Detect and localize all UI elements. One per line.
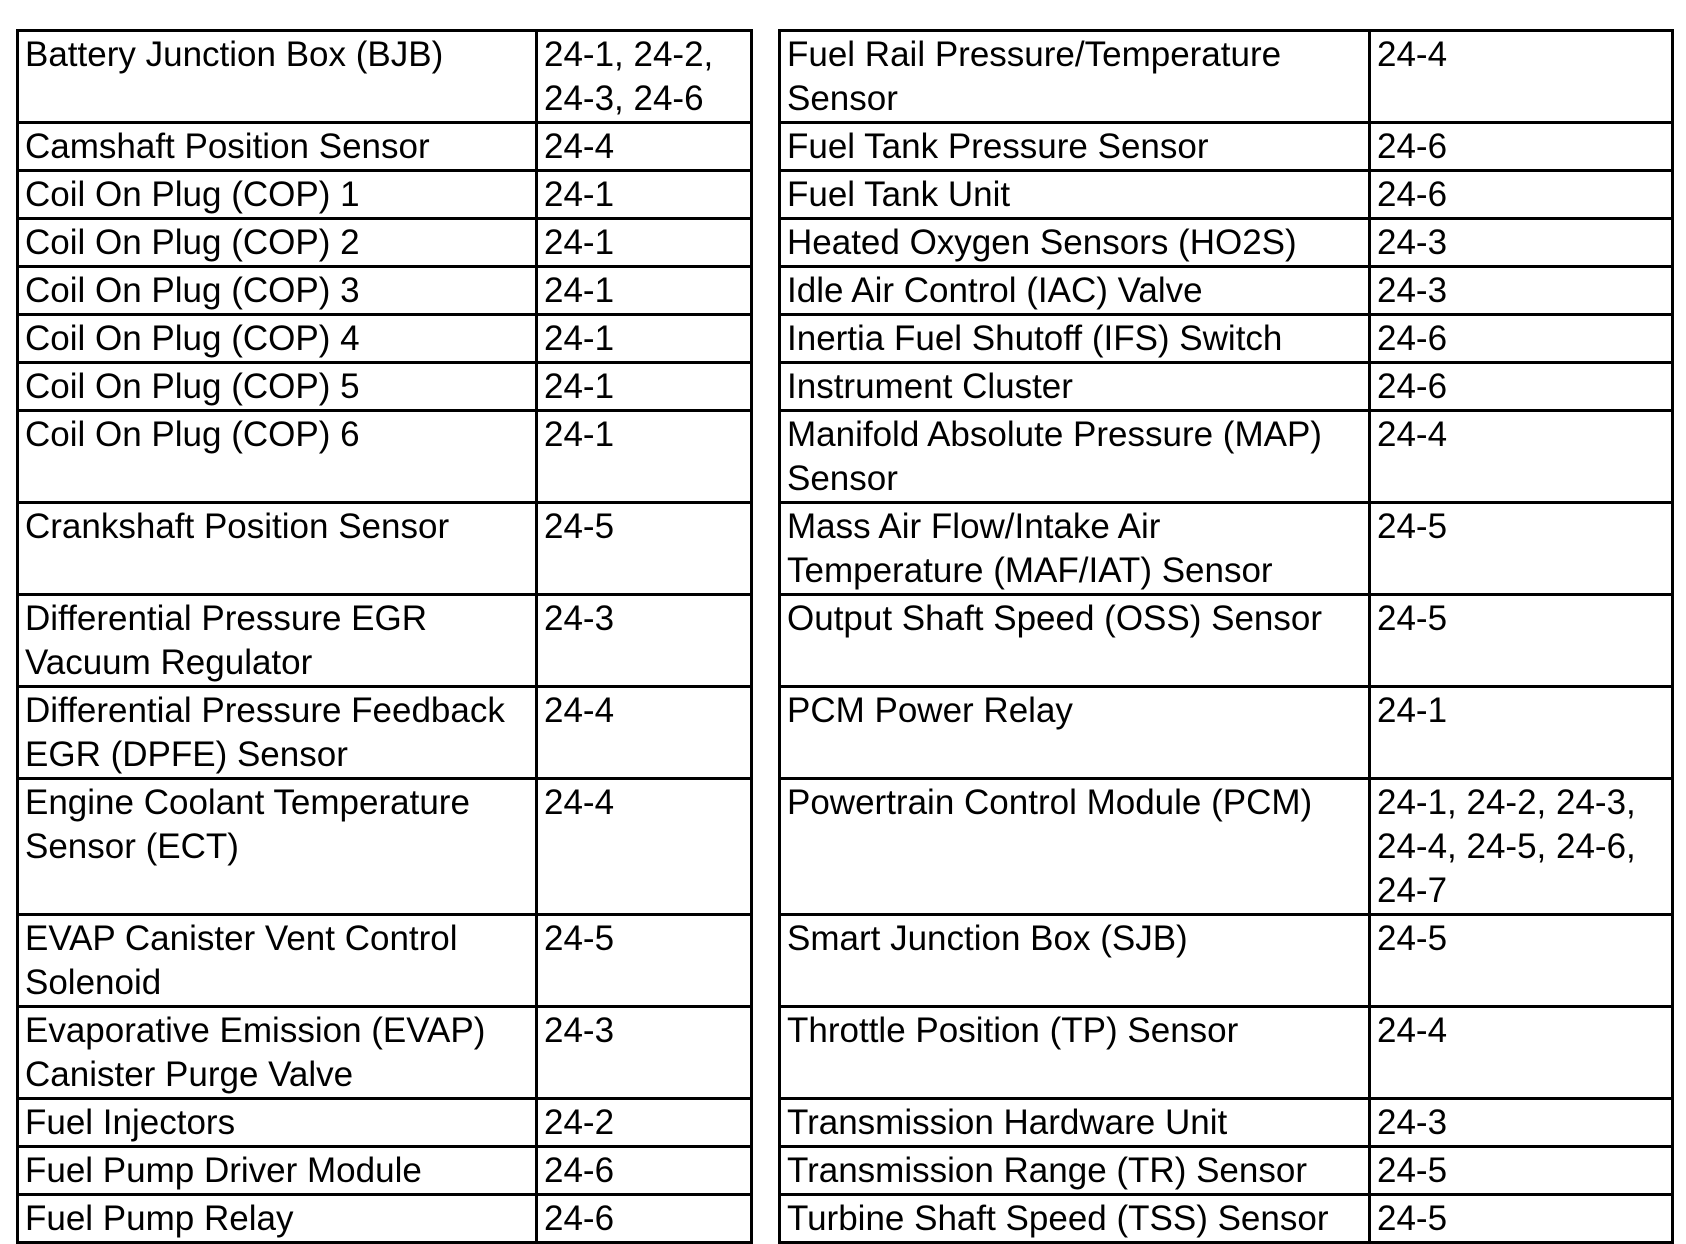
column-gap: [752, 267, 780, 315]
component-name-cell: Inertia Fuel Shutoff (IFS) Switch: [780, 315, 1370, 363]
component-name-cell: Crankshaft Position Sensor: [18, 503, 537, 595]
figure-reference-cell: 24-4: [537, 123, 752, 171]
figure-reference-cell: 24-4: [537, 687, 752, 779]
figure-reference-cell: 24-6: [1370, 315, 1673, 363]
figure-reference-cell: 24-1: [537, 171, 752, 219]
table-row: [18, 171, 1673, 219]
figure-reference-cell: 24-5: [1370, 915, 1673, 1007]
column-gap: [752, 595, 780, 687]
component-name-cell: Coil On Plug (COP) 3: [18, 267, 537, 315]
column-gap: [752, 503, 780, 595]
figure-reference-cell: 24-5: [1370, 595, 1673, 687]
component-name-cell: Heated Oxygen Sensors (HO2S): [780, 219, 1370, 267]
component-name-cell: Instrument Cluster: [780, 363, 1370, 411]
column-gap: [752, 363, 780, 411]
column-gap: [752, 411, 780, 503]
table-row: [18, 363, 1673, 411]
column-gap: [752, 1195, 780, 1243]
component-location-index: [16, 29, 1671, 1244]
column-gap: [752, 315, 780, 363]
figure-reference-cell: 24-6: [537, 1195, 752, 1243]
column-gap: [752, 171, 780, 219]
figure-reference-cell: 24-1: [537, 315, 752, 363]
figure-reference-cell: 24-5: [537, 503, 752, 595]
component-name-cell: Battery Junction Box (BJB): [18, 31, 537, 123]
table-row: [18, 779, 1673, 915]
component-name-cell: Fuel Pump Relay: [18, 1195, 537, 1243]
component-name-cell: Coil On Plug (COP) 5: [18, 363, 537, 411]
figure-reference-cell: 24-3: [1370, 267, 1673, 315]
figure-reference-cell: 24-6: [1370, 363, 1673, 411]
component-name-cell: Coil On Plug (COP) 6: [18, 411, 537, 503]
component-name-cell: Camshaft Position Sensor: [18, 123, 537, 171]
table-row: [18, 31, 1673, 123]
table-row: [18, 687, 1673, 779]
component-name-cell: Differential Pressure Feedback EGR (DPFE) Sensor: [18, 687, 537, 779]
table-row: [18, 915, 1673, 1007]
table-row: [18, 503, 1673, 595]
component-name-cell: Manifold Absolute Pressure (MAP) Sensor: [780, 411, 1370, 503]
figure-reference-cell: 24-4: [537, 779, 752, 915]
component-name-cell: Fuel Rail Pressure/Temperature Sensor: [780, 31, 1370, 123]
figure-reference-cell: 24-5: [1370, 1195, 1673, 1243]
figure-reference-cell: 24-1, 24-2, 24-3, 24-4, 24-5, 24-6, 24-7: [1370, 779, 1673, 915]
table-row: [18, 1147, 1673, 1195]
component-name-cell: Fuel Pump Driver Module: [18, 1147, 537, 1195]
component-name-cell: Fuel Injectors: [18, 1099, 537, 1147]
figure-reference-cell: 24-3: [1370, 219, 1673, 267]
figure-reference-cell: 24-3: [537, 595, 752, 687]
figure-reference-cell: 24-5: [537, 915, 752, 1007]
table-row: [18, 123, 1673, 171]
figure-reference-cell: 24-3: [1370, 1099, 1673, 1147]
figure-reference-cell: 24-1: [537, 363, 752, 411]
figure-reference-cell: 24-6: [537, 1147, 752, 1195]
column-gap: [752, 123, 780, 171]
figure-reference-cell: 24-1: [537, 411, 752, 503]
column-gap: [752, 779, 780, 915]
component-name-cell: Idle Air Control (IAC) Valve: [780, 267, 1370, 315]
table-row: [18, 1099, 1673, 1147]
component-name-cell: Powertrain Control Module (PCM): [780, 779, 1370, 915]
table-row: [18, 1195, 1673, 1243]
component-name-cell: Output Shaft Speed (OSS) Sensor: [780, 595, 1370, 687]
column-gap: [752, 1099, 780, 1147]
component-name-cell: Fuel Tank Unit: [780, 171, 1370, 219]
component-name-cell: Transmission Hardware Unit: [780, 1099, 1370, 1147]
component-name-cell: Smart Junction Box (SJB): [780, 915, 1370, 1007]
figure-reference-cell: 24-1: [1370, 687, 1673, 779]
component-name-cell: Coil On Plug (COP) 4: [18, 315, 537, 363]
component-index-table: [16, 29, 1674, 1244]
component-name-cell: EVAP Canister Vent Control Solenoid: [18, 915, 537, 1007]
component-name-cell: Engine Coolant Temperature Sensor (ECT): [18, 779, 537, 915]
figure-reference-cell: 24-5: [1370, 503, 1673, 595]
component-name-cell: Coil On Plug (COP) 2: [18, 219, 537, 267]
table-row: [18, 1007, 1673, 1099]
figure-reference-cell: 24-1: [537, 219, 752, 267]
figure-reference-cell: 24-4: [1370, 31, 1673, 123]
component-name-cell: Coil On Plug (COP) 1: [18, 171, 537, 219]
column-gap: [752, 687, 780, 779]
component-name-cell: PCM Power Relay: [780, 687, 1370, 779]
column-gap: [752, 31, 780, 123]
table-row: [18, 219, 1673, 267]
figure-reference-cell: 24-4: [1370, 411, 1673, 503]
figure-reference-cell: 24-3: [537, 1007, 752, 1099]
figure-reference-cell: 24-1: [537, 267, 752, 315]
column-gap: [752, 1007, 780, 1099]
table-row: [18, 267, 1673, 315]
column-gap: [752, 219, 780, 267]
column-gap: [752, 915, 780, 1007]
table-row: [18, 315, 1673, 363]
component-name-cell: Throttle Position (TP) Sensor: [780, 1007, 1370, 1099]
figure-reference-cell: 24-6: [1370, 171, 1673, 219]
figure-reference-cell: 24-4: [1370, 1007, 1673, 1099]
component-name-cell: Mass Air Flow/Intake Air Temperature (MAF/IAT) Sensor: [780, 503, 1370, 595]
figure-reference-cell: 24-2: [537, 1099, 752, 1147]
table-row: [18, 411, 1673, 503]
component-name-cell: Turbine Shaft Speed (TSS) Sensor: [780, 1195, 1370, 1243]
component-name-cell: Evaporative Emission (EVAP) Canister Purge Valve: [18, 1007, 537, 1099]
table-row: [18, 595, 1673, 687]
figure-reference-cell: 24-6: [1370, 123, 1673, 171]
column-gap: [752, 1147, 780, 1195]
figure-reference-cell: 24-5: [1370, 1147, 1673, 1195]
component-name-cell: Differential Pressure EGR Vacuum Regulator: [18, 595, 537, 687]
figure-reference-cell: 24-1, 24-2, 24-3, 24-6: [537, 31, 752, 123]
component-name-cell: Fuel Tank Pressure Sensor: [780, 123, 1370, 171]
component-name-cell: Transmission Range (TR) Sensor: [780, 1147, 1370, 1195]
